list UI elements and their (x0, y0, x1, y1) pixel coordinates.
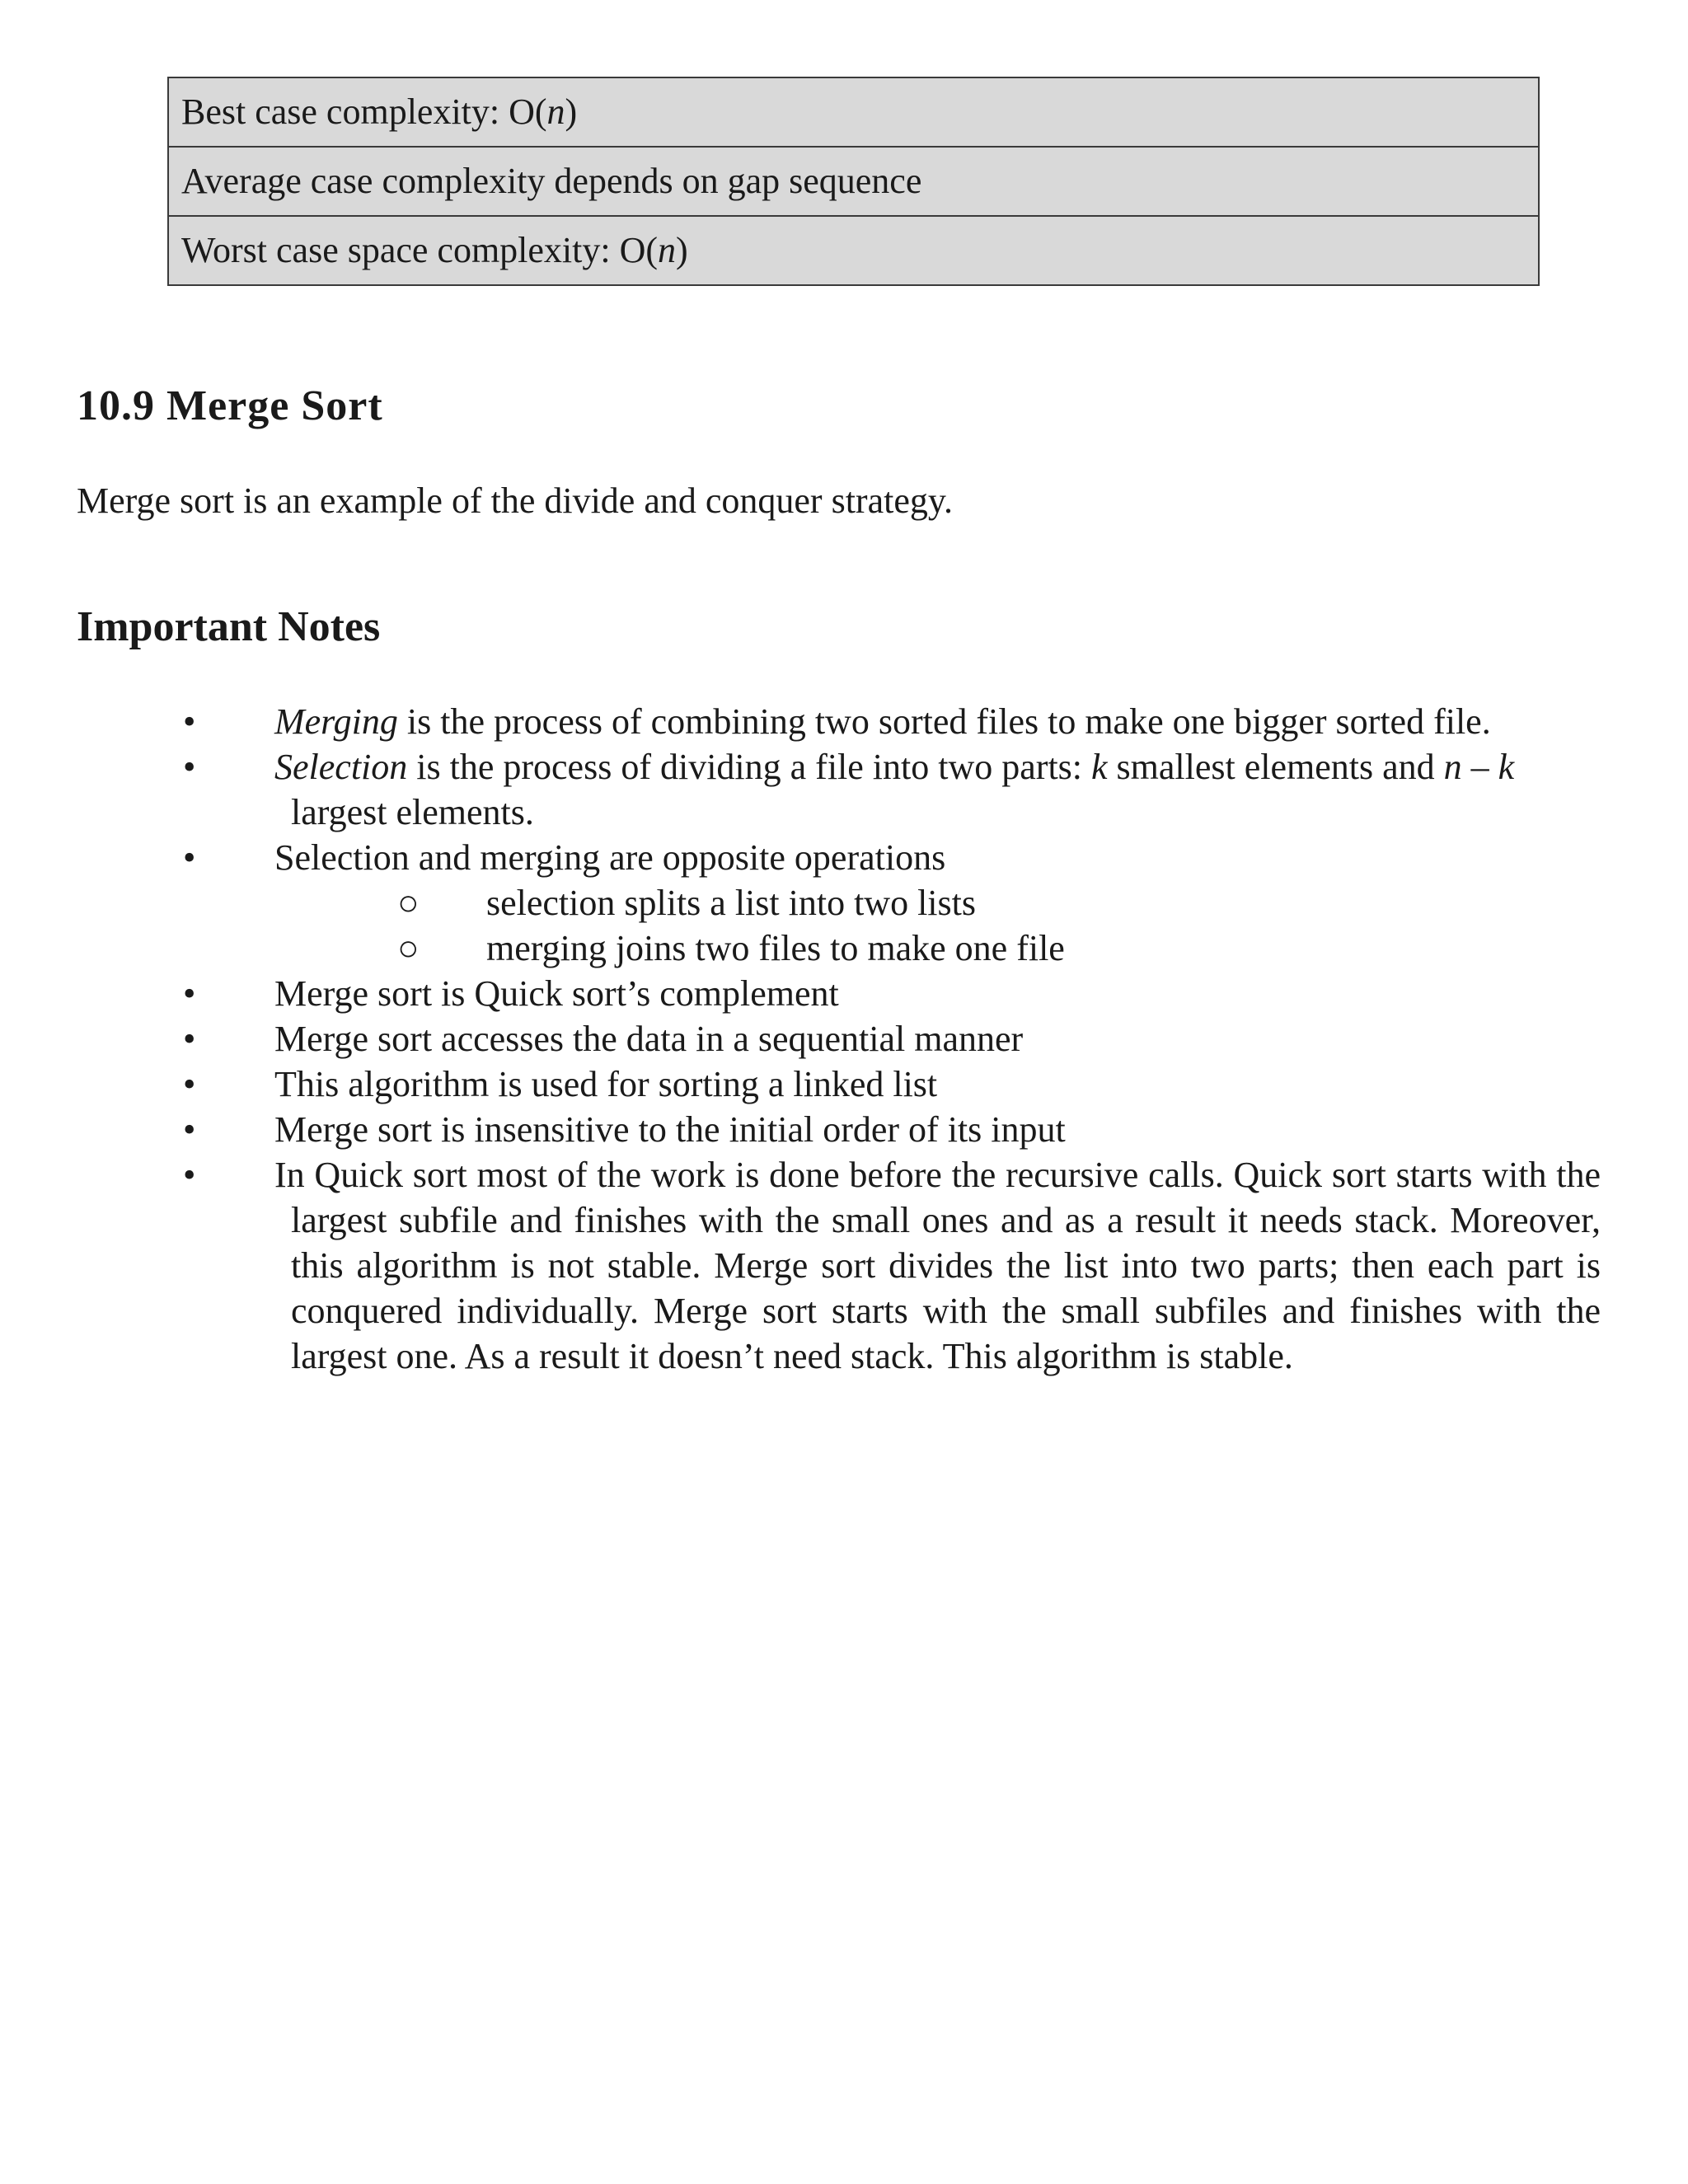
note-body: is the process of combining two sorted files to make one bigger sorted file. (397, 701, 1491, 742)
bullet-icon: • (183, 1109, 196, 1150)
list-item (0, 1016, 1688, 1062)
notes-heading: Important Notes (77, 603, 381, 650)
note-text: Selection and merging are opposite operations (274, 837, 946, 878)
note-text (274, 744, 1601, 835)
bullet-icon: • (183, 1019, 196, 1059)
table-cell-average-case (168, 147, 1539, 216)
note-body: largest elements. (291, 792, 534, 832)
list-item (0, 1152, 1688, 1379)
note-text: In Quick sort most of the work is done before the recursive calls. Quick sort starts with the largest subfile and finishes with the small ones and as a result it needs stack. Moreover, this algorithm is not stable. Merge sort divides the list into two parts; then each part is conquered individually. Merge sort starts with the small subfiles and finishes with the largest one. As a result it doesn’t need stack. This algorithm is stable. (274, 1155, 1601, 1376)
note-text (274, 701, 1491, 742)
table-row (168, 147, 1539, 216)
cell-text-suffix: ) (565, 91, 578, 132)
table-row (168, 216, 1539, 285)
sub-note-text: selection splits a list into two lists (486, 883, 976, 923)
sub-list-item (0, 926, 1688, 971)
bullet-icon: • (183, 837, 196, 878)
list-item (0, 835, 1688, 880)
bullet-icon: • (183, 973, 196, 1014)
note-text: Merge sort is Quick sort’s complement (274, 973, 839, 1014)
bullet-icon: • (183, 747, 196, 787)
note-variable: k (1091, 747, 1108, 787)
note-body: smallest elements and (1107, 747, 1444, 787)
note-term: Merging (274, 701, 398, 742)
note-body: – (1461, 747, 1498, 787)
note-body: is the process of dividing a file into two parts: (407, 747, 1092, 787)
bullet-icon: • (183, 701, 196, 742)
list-item (0, 699, 1688, 744)
cell-variable: n (658, 230, 677, 270)
cell-text: Average case complexity depends on gap sequence (181, 161, 922, 201)
section-heading: 10.9 Merge Sort (77, 382, 383, 429)
notes-list (0, 699, 1688, 1379)
note-text: Merge sort is insensitive to the initial order of its input (274, 1109, 1066, 1150)
note-variable: k (1498, 747, 1515, 787)
bullet-icon: • (183, 1155, 196, 1195)
cell-text-suffix: ) (676, 230, 688, 270)
cell-text: Worst case space complexity: O( (181, 230, 659, 270)
cell-text: Best case complexity: O( (181, 91, 547, 132)
list-item (0, 971, 1688, 1016)
sub-note-text: merging joins two files to make one file (486, 928, 1065, 968)
complexity-table (167, 77, 1540, 286)
list-item (0, 1062, 1688, 1107)
note-variable: n (1443, 747, 1462, 787)
note-term: Selection (274, 747, 408, 787)
note-text: Merge sort accesses the data in a sequential manner (274, 1019, 1024, 1059)
table-cell-best-case (168, 77, 1539, 147)
circle-bullet-icon: ○ (397, 928, 420, 968)
table-row (168, 77, 1539, 147)
list-item (0, 744, 1688, 835)
sub-list-item (0, 880, 1688, 926)
list-item (0, 1107, 1688, 1152)
cell-variable: n (546, 91, 565, 132)
intro-paragraph: Merge sort is an example of the divide and conquer strategy. (77, 480, 954, 521)
bullet-icon: • (183, 1064, 196, 1104)
table-cell-worst-space (168, 216, 1539, 285)
circle-bullet-icon: ○ (397, 883, 420, 923)
note-text: This algorithm is used for sorting a linked list (274, 1064, 938, 1104)
